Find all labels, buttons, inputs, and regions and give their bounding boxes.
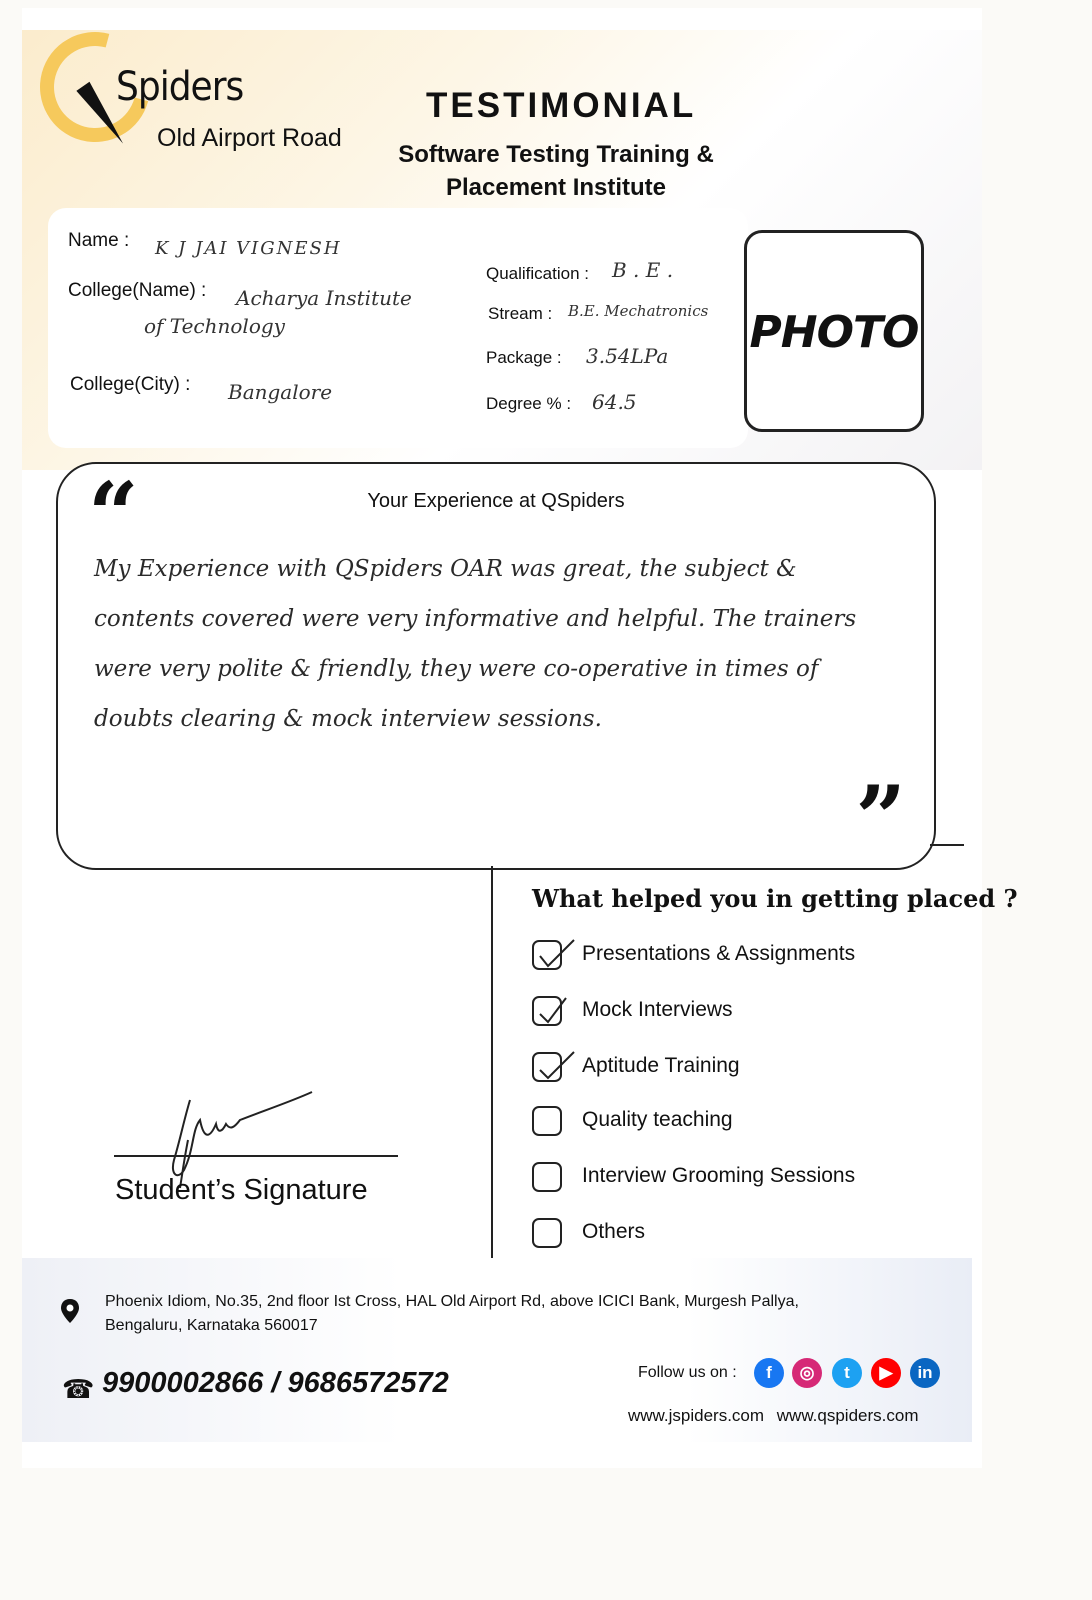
name-label: Name : <box>68 230 130 251</box>
college-name-value-line-2: of Technology <box>144 314 285 338</box>
checkbox-others[interactable] <box>532 1218 562 1248</box>
address-line-1: Phoenix Idiom, No.35, 2nd floor Ist Cross, HAL Old Airport Rd, above ICICI Bank, Murgesh Pallya, <box>105 1293 799 1310</box>
subtitle-line-2: Placement Institute <box>445 174 667 201</box>
page-title: TESTIMONIAL <box>426 86 697 125</box>
youtube-icon[interactable]: ▶ <box>871 1358 901 1388</box>
facebook-icon[interactable]: f <box>754 1358 784 1388</box>
divider-horizontal <box>930 844 964 846</box>
signature-label: Student’s Signature <box>115 1174 368 1206</box>
address-line-2: Bengaluru, Karnataka 560017 <box>105 1317 318 1334</box>
degree-label: Degree % : <box>486 394 572 413</box>
option-label: Quality teaching <box>582 1108 733 1131</box>
signature-line <box>114 1155 398 1157</box>
checkbox-interview-grooming[interactable] <box>532 1162 562 1192</box>
package-value: 3.54LPa <box>586 344 669 368</box>
subtitle-line-1: Software Testing Training & <box>398 141 714 168</box>
check-icon <box>536 936 576 972</box>
phone-numbers[interactable]: 9900002866 / 9686572572 <box>102 1367 449 1399</box>
qualification-label: Qualification : <box>486 264 589 283</box>
logo-text: Spiders <box>116 64 244 110</box>
college-city-value: Bangalore <box>228 380 333 404</box>
photo-box <box>744 230 924 432</box>
experience-text: My Experience with QSpiders OAR was great, the subject & contents covered were very informative and helpful. The trainers were very polite & friendly, they were co-operative in times of doubts clearing & mock interview sessions. <box>94 556 857 732</box>
option-label: Aptitude Training <box>582 1054 740 1077</box>
placement-help-question: What helped you in getting placed ? <box>532 884 1018 913</box>
close-quote-icon: ” <box>855 766 906 870</box>
website-qspiders[interactable]: www.qspiders.com <box>776 1406 919 1425</box>
package-label: Package : <box>486 348 562 367</box>
qualification-value: B . E . <box>612 258 674 282</box>
location-pin-icon <box>60 1298 80 1324</box>
check-icon <box>536 1048 576 1084</box>
option-label: Mock Interviews <box>582 998 733 1021</box>
college-city-label: College(City) : <box>70 374 191 395</box>
experience-box <box>56 462 936 870</box>
option-label: Others <box>582 1220 646 1243</box>
college-name-label: College(Name) : <box>68 280 207 301</box>
linkedin-icon[interactable]: in <box>910 1358 940 1388</box>
website-jspiders[interactable]: www.jspiders.com <box>628 1406 765 1425</box>
checkbox-presentations[interactable] <box>532 940 562 970</box>
address <box>105 1290 885 1338</box>
stream-value: B.E. Mechatronics <box>568 302 709 320</box>
branch-name: Old Airport Road <box>157 124 342 152</box>
stream-label: Stream : <box>488 304 553 323</box>
name-value: K J JAI VIGNESH <box>155 238 342 259</box>
open-quote-icon: “ <box>88 462 139 566</box>
degree-value: 64.5 <box>592 390 637 414</box>
photo-label: PHOTO <box>749 307 919 358</box>
check-icon <box>536 992 576 1028</box>
checkbox-quality-teaching[interactable] <box>532 1106 562 1136</box>
phone-icon: ☎ <box>62 1374 95 1404</box>
twitter-icon[interactable]: t <box>832 1358 862 1388</box>
option-label: Interview Grooming Sessions <box>582 1164 856 1187</box>
option-label: Presentations & Assignments <box>582 942 856 965</box>
institute-subtitle <box>376 138 736 204</box>
checkbox-mock-interviews[interactable] <box>532 996 562 1026</box>
checkbox-aptitude-training[interactable] <box>532 1052 562 1082</box>
follow-us-label: Follow us on : <box>638 1364 737 1381</box>
divider-vertical <box>491 866 493 1258</box>
instagram-icon[interactable]: ◎ <box>792 1358 822 1388</box>
websites <box>628 1406 919 1426</box>
experience-heading: Your Experience at QSpiders <box>367 490 625 512</box>
college-name-value-line-1: Acharya Institute <box>236 286 412 310</box>
